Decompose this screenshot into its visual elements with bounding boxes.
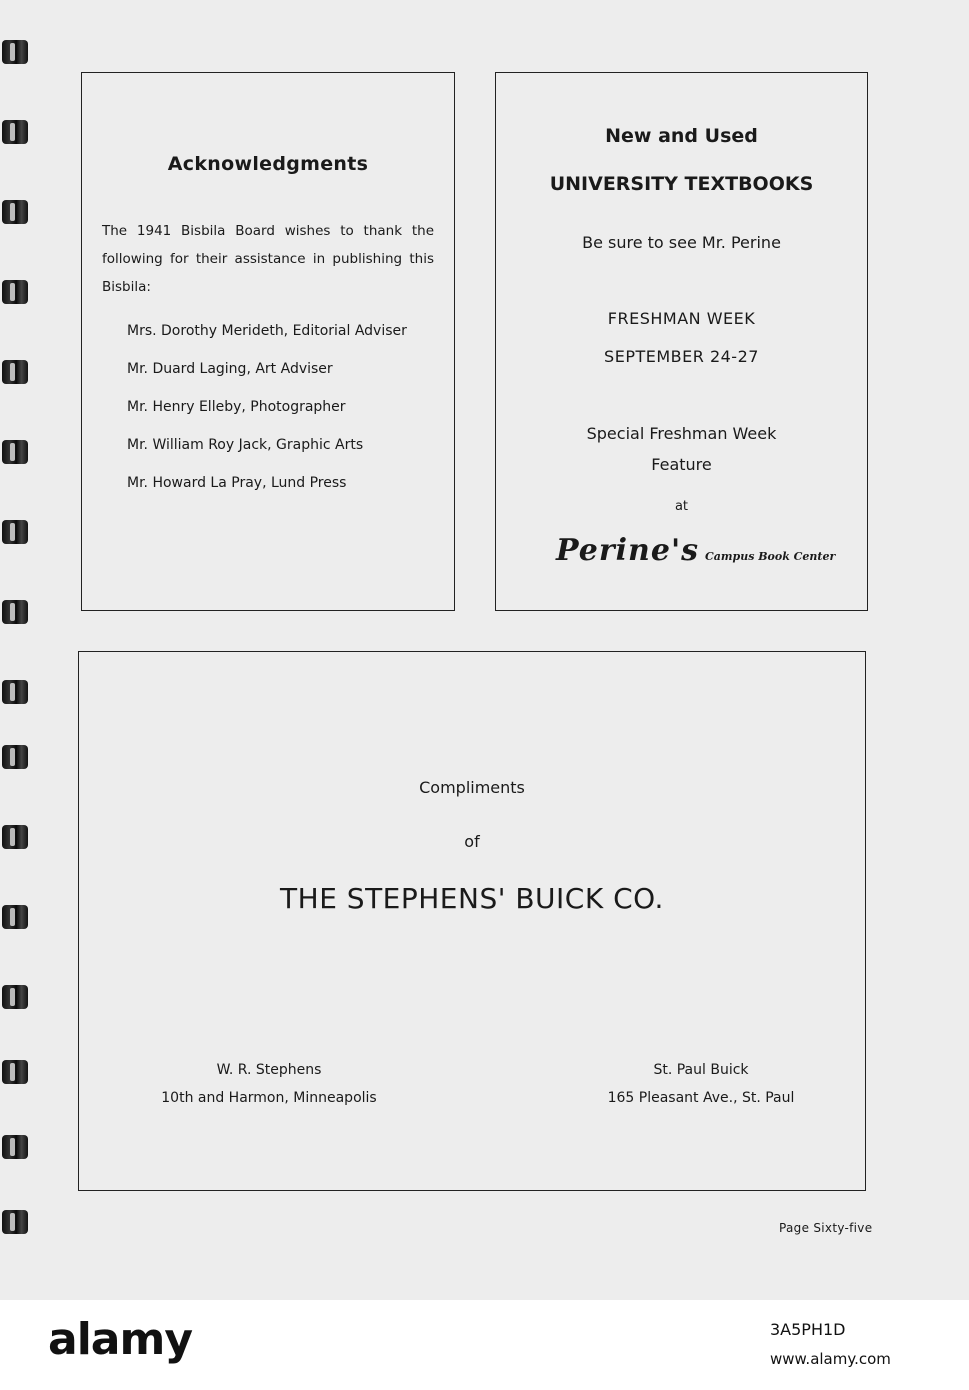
perines-logo-subtitle: Campus Book Center bbox=[705, 550, 836, 563]
ad-freshman-week: FRESHMAN WEEK bbox=[607, 309, 756, 328]
perines-logo-name: Perine's bbox=[556, 533, 700, 568]
acknowledgment-item: Mr. Howard La Pray, Lund Press bbox=[127, 475, 347, 491]
buick-left-name: W. R. Stephens bbox=[216, 1062, 322, 1078]
buick-of: of bbox=[464, 832, 480, 851]
acknowledgment-item: Mr. Duard Laging, Art Adviser bbox=[127, 361, 333, 377]
page-number: Page Sixty-five bbox=[779, 1221, 873, 1235]
ad-special-feature: Special Freshman Week bbox=[586, 424, 777, 443]
stock-footer bbox=[0, 1300, 969, 1390]
ad-at: at bbox=[674, 499, 689, 514]
acknowledgments-intro: The 1941 Bisbila Board wishes to thank the following for their assistance in publishing this Bisbila: bbox=[102, 223, 434, 295]
buick-left-address: 10th and Harmon, Minneapolis bbox=[161, 1090, 377, 1106]
buick-left-address-block bbox=[149, 1056, 389, 1112]
ad-heading-new-used: New and Used bbox=[605, 125, 758, 147]
acknowledgment-item: Mr. William Roy Jack, Graphic Arts bbox=[127, 437, 364, 453]
image-id: 3A5PH1D bbox=[770, 1320, 846, 1339]
footer-url: www.alamy.com bbox=[770, 1350, 891, 1368]
alamy-logo: alamy bbox=[48, 1314, 192, 1365]
buick-compliments: Compliments bbox=[419, 778, 525, 797]
buick-ad-box bbox=[78, 651, 866, 1191]
spiral-binding bbox=[0, 40, 34, 1260]
acknowledgments-list bbox=[127, 321, 407, 511]
acknowledgment-item: Mr. Henry Elleby, Photographer bbox=[127, 399, 346, 415]
ad-heading-textbooks: UNIVERSITY TEXTBOOKS bbox=[549, 173, 814, 195]
ad-feature: Feature bbox=[651, 455, 712, 474]
ad-dates: SEPTEMBER 24-27 bbox=[604, 347, 759, 366]
ad-see-perine: Be sure to see Mr. Perine bbox=[582, 233, 781, 252]
acknowledgment-item: Mrs. Dorothy Merideth, Editorial Adviser bbox=[127, 323, 407, 339]
buick-right-name: St. Paul Buick bbox=[653, 1062, 749, 1078]
buick-company-name: THE STEPHENS' BUICK CO. bbox=[280, 882, 664, 915]
perines-logo bbox=[556, 533, 835, 568]
buick-right-address: 165 Pleasant Ave., St. Paul bbox=[607, 1090, 795, 1106]
acknowledgments-box bbox=[81, 72, 455, 611]
acknowledgments-title: Acknowledgments bbox=[167, 153, 369, 175]
textbook-ad-box bbox=[495, 72, 868, 611]
buick-right-address-block bbox=[581, 1056, 821, 1112]
